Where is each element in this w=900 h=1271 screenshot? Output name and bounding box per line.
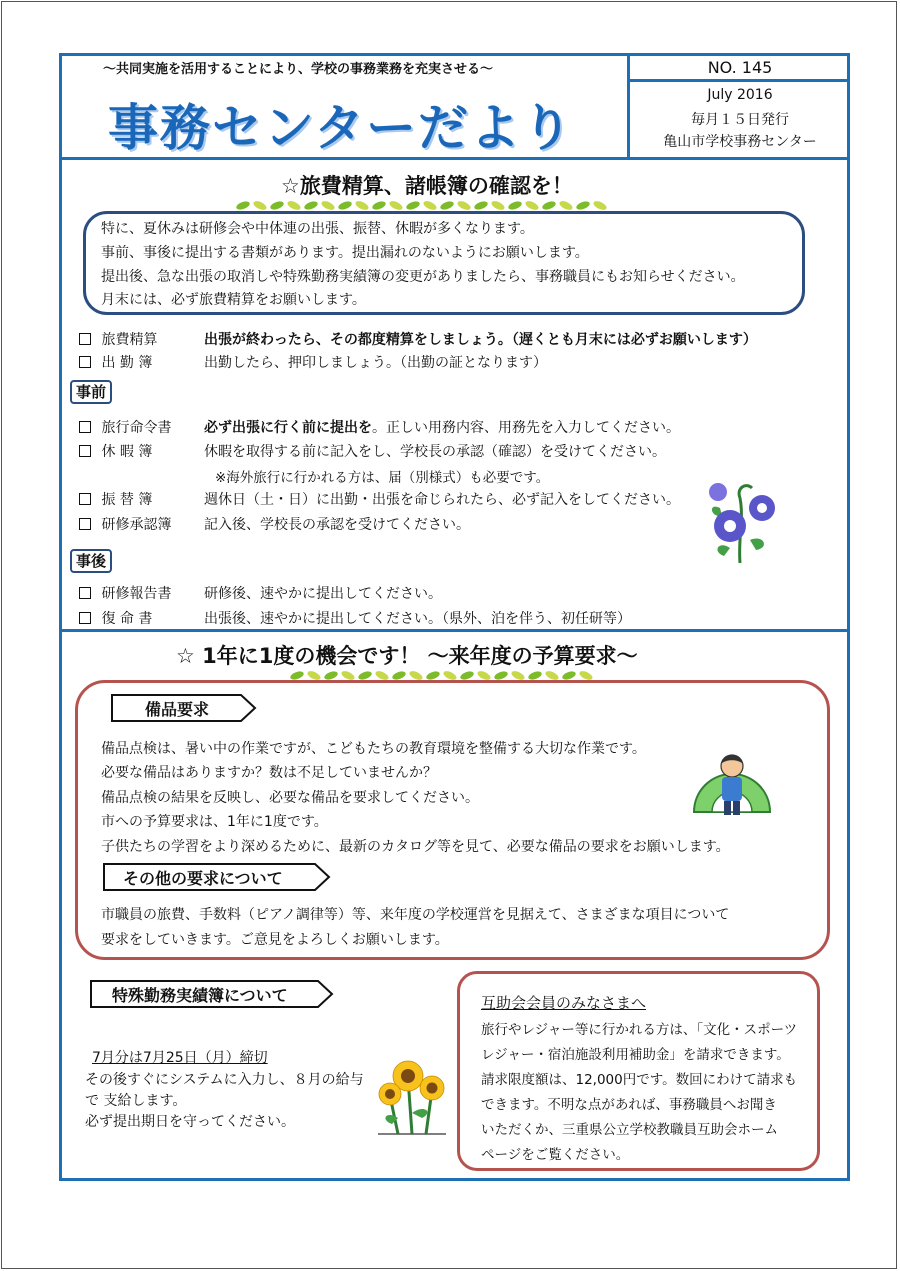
- mutual-aid-line: できます。不明な点があれば、事務職員へお聞き: [481, 1097, 777, 1113]
- other-request-label-text: その他の要求について: [123, 869, 283, 888]
- equipment-line: 市への予算要求は、1年に1度です。: [101, 814, 328, 830]
- mutual-aid-line: 旅行やレジャー等に行かれる方は、「文化・スポーツ: [481, 1022, 798, 1038]
- checklist-item: [79, 352, 152, 372]
- morning-glory-illustration: [700, 478, 780, 568]
- checkbox-icon: [79, 493, 91, 505]
- leaf-garland-decoration: [236, 194, 610, 208]
- other-line: 要求をしていきます。ご意見をよろしくお願いします。: [101, 932, 449, 948]
- notice-line: 事前、事後に提出する書類があります。提出漏れのないようにお願いします。: [101, 245, 589, 261]
- equipment-line: 必要な備品はありますか？数は不足していませんか？: [101, 765, 437, 781]
- item-text: 出張後、速やかに提出してください。（県外、泊を伴う、初任研等）: [204, 611, 631, 627]
- issue-divider: [627, 79, 850, 82]
- checklist-item: [79, 583, 171, 603]
- checklist-item: [79, 489, 152, 509]
- special-duty-line: その後すぐにシステムに入力し、８月の給与: [85, 1072, 364, 1088]
- checklist-item: [79, 608, 152, 628]
- mutual-aid-line: 請求限度額は、12,000円です。数回にわけて請求も: [481, 1072, 798, 1088]
- item-label: 復 命 書: [101, 611, 153, 627]
- issue-frequency: 毎月１５日発行: [691, 112, 789, 128]
- item-text: 記入後、学校長の承認を受けてください。: [204, 517, 470, 533]
- mutual-aid-line: ページをご覧ください。: [481, 1147, 630, 1163]
- item-label: 出 勤 簿: [101, 355, 153, 371]
- item-text-rest: 。正しい用務内容、用務先を入力してください。: [372, 420, 680, 436]
- checkbox-icon: [79, 445, 91, 457]
- notice-line: 月末には、必ず旅費精算をお願いします。: [101, 292, 366, 308]
- special-duty-label: [90, 980, 334, 1006]
- equipment-line: 備品点検は、暑い中の作業ですが、こどもたちの教育環境を整備する大切な作業です。: [101, 741, 646, 757]
- tagline: ～共同実施を活用することにより、学校の事務業務を充実させる～: [103, 62, 494, 77]
- other-line: 市職員の旅費、手数料（ピアノ調律等）等、来年度の学校運営を見据えて、さまざまな項目について: [101, 907, 730, 923]
- checkbox-icon: [79, 518, 91, 530]
- publisher: 亀山市学校事務センター: [663, 134, 817, 150]
- mutual-aid-line: いただくか、三重県公立学校教職員互助会ホーム: [481, 1122, 778, 1138]
- section-divider: [59, 629, 850, 632]
- newsletter-title: 事務センターだより: [108, 99, 574, 157]
- equipment-line: 備品点検の結果を反映し、必要な備品を要求してください。: [101, 790, 479, 806]
- checklist-item: [79, 417, 171, 437]
- notice-line: 特に、夏休みは研修会や中体連の出張、振替、休暇が多くなります。: [101, 221, 534, 237]
- equipment-request-label-text: 備品要求: [145, 700, 210, 719]
- section2-title: ☆ 1年に1度の機会です！ ～来年度の予算要求～: [176, 644, 638, 668]
- item-text: 休暇を取得する前に記入をし、学校長の承認（確認）を受けてください。: [204, 444, 666, 460]
- special-duty-line: で 支給します。: [85, 1093, 187, 1109]
- special-duty-label-text: 特殊勤務実績簿について: [112, 986, 288, 1005]
- notice-line: 提出後、急な出張の取消しや特殊勤務実績簿の変更がありましたら、事務職員にもお知らせください。: [101, 269, 745, 285]
- checklist-item: [79, 441, 152, 461]
- mutual-aid-title: 互助会会員のみなさまへ: [481, 994, 647, 1012]
- checklist-item: [79, 514, 171, 534]
- checkbox-icon: [79, 587, 91, 599]
- before-label: 事前: [70, 380, 112, 404]
- equipment-line: 子供たちの学習をより深めるために、最新のカタログ等を見て、必要な備品の要求をお願いします。: [101, 839, 730, 855]
- section1-title: ☆旅費精算、諸帳簿の確認を！: [281, 174, 573, 198]
- item-label: 研修報告書: [101, 586, 172, 602]
- issue-date: July 2016: [707, 87, 773, 103]
- item-label: 旅費精算: [101, 332, 158, 348]
- leaf-garland-decoration: [290, 664, 596, 678]
- other-request-label: [103, 863, 331, 889]
- item-text: [204, 417, 680, 437]
- mutual-aid-line: レジャー・宿泊施設利用補助金」を請求できます。: [481, 1047, 790, 1063]
- after-label: 事後: [70, 549, 112, 573]
- item-note: ※海外旅行に行かれる方は、届（別様式）も必要です。: [215, 470, 550, 486]
- equipment-request-label: [111, 694, 257, 720]
- item-label: 研修承認簿: [101, 517, 172, 533]
- item-text: 研修後、速やかに提出してください。: [204, 586, 442, 602]
- boy-with-protractor-illustration: [690, 752, 774, 818]
- checklist-item: [79, 329, 157, 349]
- item-label: 振 替 簿: [101, 492, 153, 508]
- item-label: 休 暇 簿: [101, 444, 153, 460]
- special-duty-line: 必ず提出期日を守ってください。: [85, 1114, 295, 1130]
- checkbox-icon: [79, 356, 91, 368]
- item-label: 旅行命令書: [101, 420, 172, 436]
- checkbox-icon: [79, 421, 91, 433]
- deadline: 7月分は7月25日（月）締切: [92, 1050, 268, 1066]
- item-text: 出張が終わったら、その都度精算をしましょう。（遅くとも月末には必ずお願いします）: [204, 332, 757, 348]
- item-text: 出勤したら、押印しましょう。（出勤の証となります）: [204, 355, 547, 371]
- issue-number: NO. 145: [707, 58, 773, 77]
- item-text-bold: 必ず出張に行く前に提出を: [204, 420, 372, 436]
- checkbox-icon: [79, 333, 91, 345]
- sunflower-illustration: [372, 1058, 452, 1136]
- checkbox-icon: [79, 612, 91, 624]
- item-text: 週休日（土・日）に出勤・出張を命じられたら、必ず記入をしてください。: [204, 492, 680, 508]
